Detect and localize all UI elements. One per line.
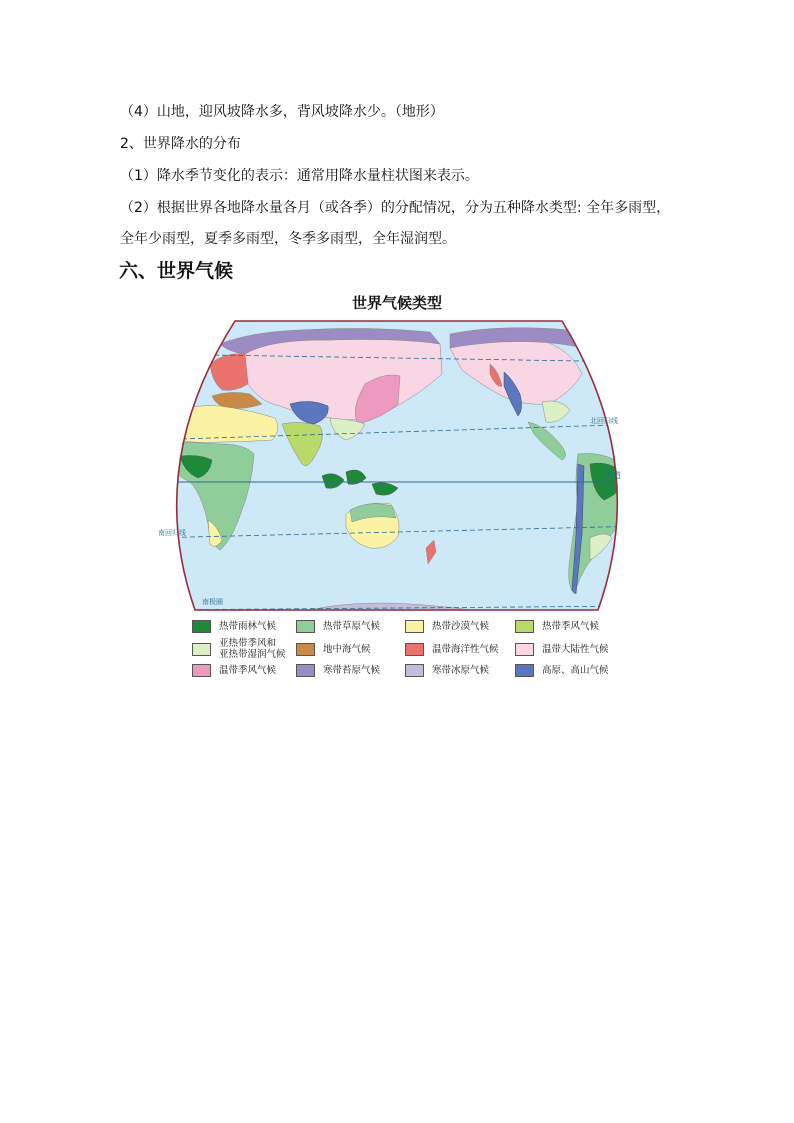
- tropic-capricorn-label: 南回归线: [158, 529, 186, 537]
- tropic-cancer-label: 北回归线: [590, 417, 618, 425]
- legend-item-temperate-continental: 温带大陆性气候: [515, 643, 609, 656]
- antarctic-circle-label: 南极圈: [202, 598, 223, 606]
- legend-swatch: [405, 620, 424, 633]
- paragraph-2: 2、世界降水的分布: [120, 136, 241, 152]
- world-climate-map: [150, 314, 644, 614]
- legend-swatch: [405, 643, 424, 656]
- legend-swatch: [405, 664, 424, 677]
- legend-item-ice-cap: 寒带冰原气候: [405, 664, 489, 677]
- legend-item-temperate-monsoon: 温带季风气候: [192, 664, 276, 677]
- legend-item-tropical-rainforest: 热带雨林气候: [192, 620, 276, 633]
- legend-swatch: [296, 664, 315, 677]
- legend-item-tropical-desert: 热带沙漠气候: [405, 620, 489, 633]
- paragraph-4: （2）根据世界各地降水量各月（或各季）的分配情况，分为五种降水类型: 全年多雨型，: [120, 200, 671, 216]
- legend-swatch: [515, 664, 534, 677]
- legend-item-subtropical: 亚热带季风和 亚热带湿润气候: [192, 638, 286, 660]
- legend-item-temperate-oceanic: 温带海洋性气候: [405, 643, 499, 656]
- paragraph-5: 全年少雨型，夏季多雨型，冬季多雨型，全年湿润型。: [120, 231, 456, 247]
- legend-item-highland: 高原、高山气候: [515, 664, 609, 677]
- legend-item-mediterranean: 地中海气候: [296, 643, 371, 656]
- section-heading: 六、世界气候: [119, 260, 234, 282]
- paragraph-1: （4）山地，迎风坡降水多，背风坡降水少。（地形）: [120, 104, 444, 120]
- paragraph-3: （1）降水季节变化的表示：通常用降水量柱状图来表示。: [120, 168, 479, 184]
- map-title: 世界气候类型: [351, 294, 442, 312]
- legend-swatch: [192, 643, 211, 656]
- legend-item-tundra: 寒带苔原气候: [296, 664, 380, 677]
- legend-swatch: [296, 643, 315, 656]
- legend-swatch: [192, 664, 211, 677]
- legend-swatch: [192, 620, 211, 633]
- equator-label: 赤道: [605, 471, 621, 480]
- legend-swatch: [515, 620, 534, 633]
- legend-swatch: [296, 620, 315, 633]
- legend-item-tropical-savanna: 热带草原气候: [296, 620, 380, 633]
- legend-item-tropical-monsoon: 热带季风气候: [515, 620, 599, 633]
- legend-swatch: [515, 643, 534, 656]
